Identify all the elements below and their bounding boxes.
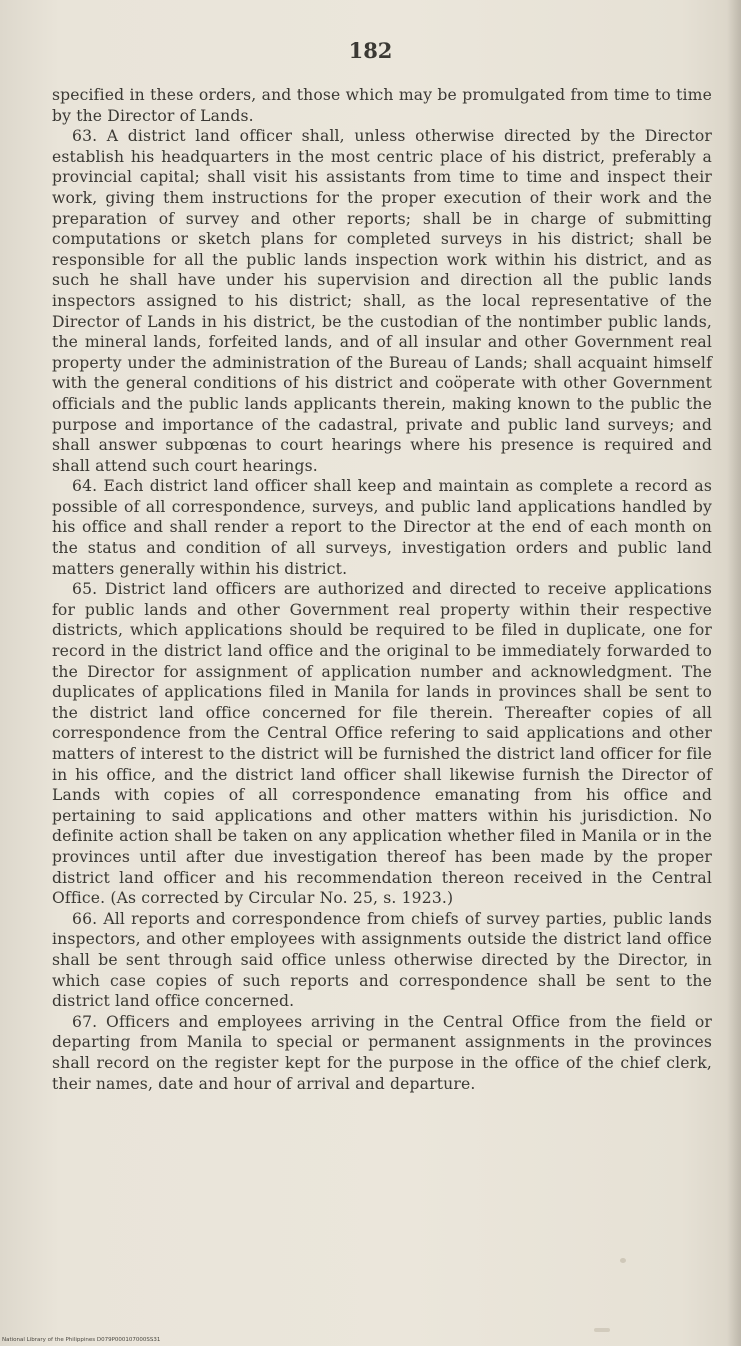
paragraph-continuation: specified in these orders, and those which may be promulgated from time to time by the Director of Lands. [52, 86, 712, 125]
paragraph-67: 67. Officers and employees arriving in the Central Office from the field or departing from Manila to special or permanent assignments in the provinces shall record on the register kept for the purpose in the office of the chief clerk, their names, date and hour of arrival and departure. [52, 1012, 712, 1093]
paragraph-66: 66. All reports and correspondence from chiefs of survey parties, public lands inspectors, and other employees with assignments outside the district land office shall be sent through said office unless otherwise directed by the Director, in which case copies of such reports and correspondence shall be sent to the district land office concerned. [52, 909, 712, 1011]
page-number: 182 [348, 38, 393, 63]
scan-credit: National Library of the Philippines D079P000107000SS31 [2, 1337, 161, 1343]
body-text [52, 85, 712, 1094]
paragraph-65: 65. District land officers are authorized and directed to receive applications for public lands and other Government real property within their respective districts, which applications should be required to be filed in duplicate, one for record in the district land office and the original to be immediately forwarded to the Director for assignment of application number and acknowledgment. The duplicates of applications filed in Manila for lands in provinces shall be sent to the district land office concerned for file therein. Thereafter copies of all correspondence from the Central Office refering to said applications and other matters of interest to the district will be furnished the district land officer for file in his office, and the district land officer shall likewise furnish the Director of Lands with copies of all correspondence emanating from his office and pertaining to said applications and other matters within his jurisdiction. No definite action shall be taken on any application whether filed in Manila or in the provinces until after due investigation thereof has been made by the proper district land officer and his recommendation thereon received in the Central Office. (As corrected by Circular No. 25, s. 1923.) [52, 580, 712, 908]
paper-blemish [620, 1258, 626, 1263]
paragraph-64: 64. Each district land officer shall keep and maintain as complete a record as possible of all correspondence, surveys, and public land applications handled by his office and shall render a report to the Director at the end of each month on the status and condition of all surveys, investigation orders and public land matters generally within his district. [52, 477, 712, 578]
paper-mark [594, 1328, 610, 1332]
page-edge-shadow [727, 0, 741, 1346]
paragraph-63: 63. A district land officer shall, unless otherwise directed by the Director establish his headquarters in the most centric place of his district, preferably a provincial capital; shall visit his assistants from time to time and inspect their work, giving them instructions for the proper execution of their work and the preparation of survey and other reports; shall be in charge of submitting computations or sketch plans for completed surveys in his district; shall be responsible for all the public lands inspection work within his district, and as such he shall have under his supervision and direction all the public lands inspectors assigned to his district; shall, as the local representative of the Director of Lands in his district, be the custodian of the nontimber public lands, the mineral lands, forfeited lands, and of all insular and other Government real property under the administration of the Bureau of Lands; shall acquaint himself with the general conditions of his district and coöperate with other Government officials and the public lands applicants therein, making known to the public the purpose and importance of the cadastral, private and public land surveys; and shall answer subpœnas to court hearings where his presence is required and shall attend such court hearings. [52, 127, 712, 475]
